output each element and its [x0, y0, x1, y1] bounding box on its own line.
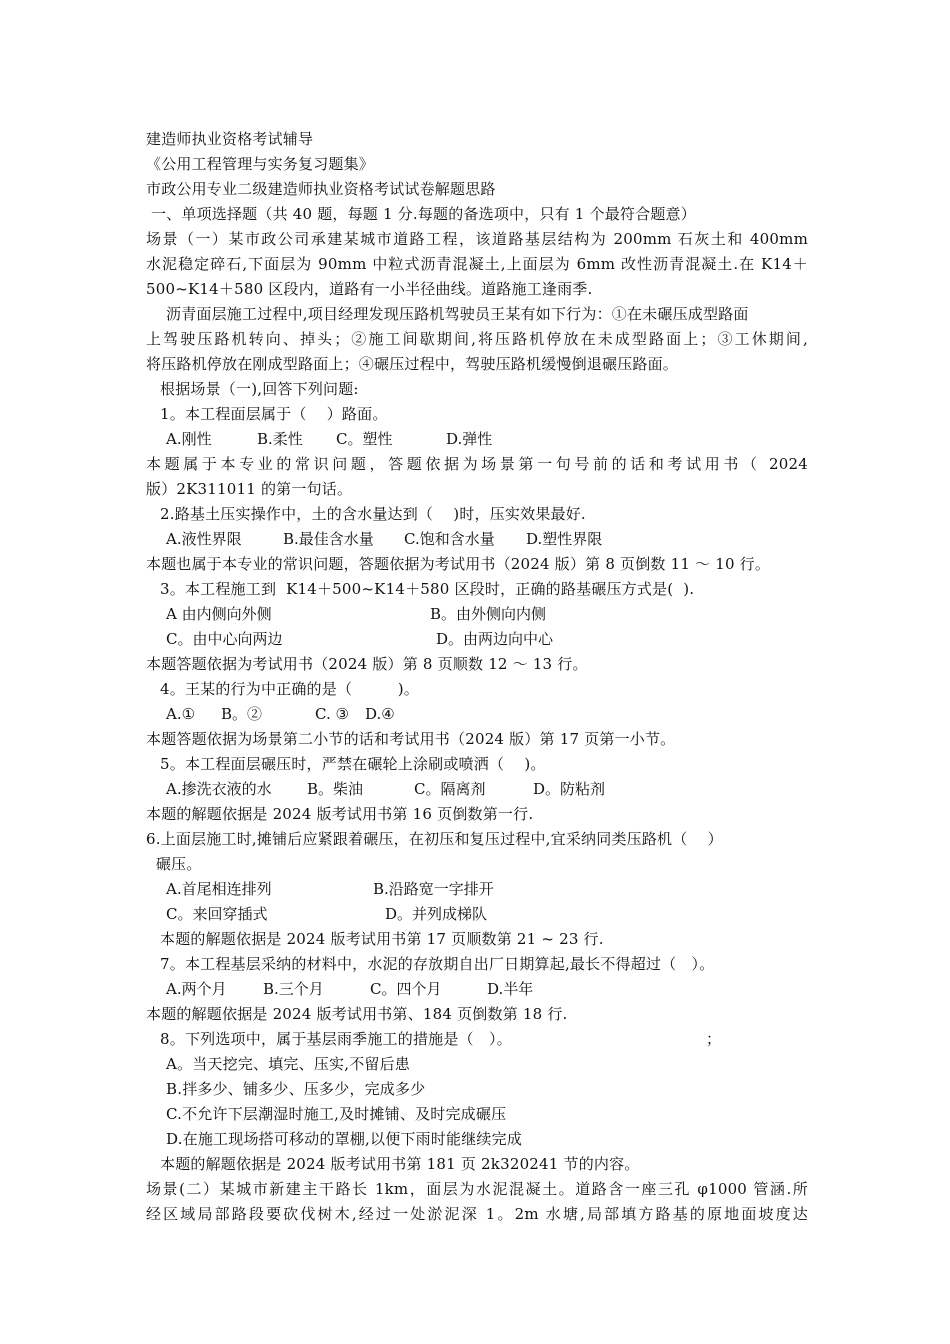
- option: B.拌多少、铺多少、压多少，完成多少: [166, 1080, 426, 1098]
- option: D.弹性: [446, 430, 493, 448]
- option: A.两个月: [166, 980, 227, 998]
- answer-note: 本题也属于本专业的常识问题，答题依据为考试用书（2024 版）第 8 页倒数 11 ～ 10 行。: [146, 555, 771, 573]
- scene2-para: 场景(二）某城市新建主干路长 1km，面层为水泥混凝土。道路含一座三孔 φ1000 管涵.所: [146, 1180, 808, 1198]
- answer-note: 本题答题依据为考试用书（2024 版）第 8 页顺数 12 ～ 13 行。: [146, 655, 588, 673]
- option: B.沿路宽一字排开: [373, 880, 494, 898]
- doc-subtitle: 市政公用专业二级建造师执业资格考试试卷解题思路: [146, 180, 496, 198]
- option: C. ③: [315, 705, 349, 723]
- option: B.最佳含水量: [283, 530, 374, 548]
- section-heading: 一、单项选择题（共 40 题，每题 1 分.每题的备选项中，只有 1 个最符合题意）: [146, 205, 696, 223]
- option: A.刚性: [166, 430, 212, 448]
- option: C。隔离剂: [414, 780, 486, 798]
- question-stem: 1。本工程面层属于（ ）路面。: [160, 405, 388, 423]
- option: D。并列成梯队: [385, 905, 488, 923]
- question-stem: 5。本工程面层碾压时，严禁在碾轮上涂刷或喷洒（ )。: [160, 755, 546, 773]
- option: A.液性界限: [166, 530, 242, 548]
- option: A 由内侧向外侧: [166, 605, 272, 623]
- option: B.柔性: [257, 430, 303, 448]
- option: D.在施工现场搭可移动的罩棚,以便下雨时能继续完成: [166, 1130, 523, 1148]
- option: C。塑性: [336, 430, 393, 448]
- question-stem: 6.上面层施工时,摊铺后应紧跟着碾压，在初压和复压过程中,宜采纳同类压路机（ ）: [146, 830, 723, 848]
- answer-note: 本题的解题依据是 2024 版考试用书第 181 页 2k320241 节的内容。: [160, 1155, 640, 1173]
- option: C。来回穿插式: [166, 905, 268, 923]
- answer-note: 本题答题依据为场景第二小节的话和考试用书（2024 版）第 17 页第一小节。: [146, 730, 676, 748]
- scene1-para: 场景（一）某市政公司承建某城市道路工程，该道路基层结构为 200mm 石灰土和 400mm: [146, 230, 808, 248]
- question-stem: 4。王某的行为中正确的是（ )。: [160, 680, 419, 698]
- book-title: 《公用工程管理与实务复习题集》: [146, 155, 375, 173]
- question-stem: 8。下列选项中，属于基层雨季施工的措施是（ ）。: [160, 1030, 512, 1048]
- option: D。由两边向中心: [436, 630, 554, 648]
- header-line: 建造师执业资格考试辅导: [146, 130, 314, 148]
- answer-note: 本题的解题依据是 2024 版考试用书第 17 页顺数第 21 ~ 23 行.: [160, 930, 604, 948]
- answer-note: 版）2K311011 的第一句话。: [146, 480, 353, 498]
- scene1-para: 上驾驶压路机转向、掉头；②施工间歇期间,将压路机停放在未成型路面上；③工休期间,: [146, 330, 808, 348]
- scene1-para: 沥青面层施工过程中,项目经理发现压路机驾驶员王某有如下行为：①在未碾压成型路面: [166, 305, 749, 323]
- option: A.掺洗衣液的水: [166, 780, 272, 798]
- option: A。当天挖完、填完、压实,不留后患: [166, 1055, 411, 1073]
- option: D.塑性界限: [526, 530, 603, 548]
- answer-note: 本题的解题依据是 2024 版考试用书第 16 页倒数第一行.: [146, 805, 534, 823]
- stray-mark: ；: [706, 1030, 722, 1048]
- option: B.三个月: [263, 980, 324, 998]
- option: D.半年: [487, 980, 534, 998]
- option: C。四个月: [370, 980, 442, 998]
- scene1-para: 水泥稳定碎石,下面层为 90mm 中粒式沥青混凝土,上面层为 6mm 改性沥青混凝土.在 K14＋: [146, 255, 808, 273]
- option: B。②: [221, 705, 263, 723]
- question-stem: 2.路基土压实操作中，土的含水量达到（ )时，压实效果最好.: [160, 505, 586, 523]
- option: A.首尾相连排列: [166, 880, 272, 898]
- answer-note: 本题的解题依据是 2024 版考试用书第、184 页倒数第 18 行.: [146, 1005, 568, 1023]
- option: B。柴油: [307, 780, 364, 798]
- scene1-para: 500~K14＋580 区段内，道路有一小半径曲线。道路施工逢雨季.: [146, 280, 593, 298]
- option: C.不允许下层潮湿时施工,及时摊铺、及时完成碾压: [166, 1105, 507, 1123]
- question-stem: 碾压。: [146, 855, 202, 873]
- option: A.①: [166, 705, 196, 723]
- option: B。由外侧向内侧: [430, 605, 547, 623]
- option: D。防粘剂: [533, 780, 606, 798]
- scene1-instruction: 根据场景（一),回答下列问题:: [160, 380, 359, 398]
- answer-note: 本题属于本专业的常识问题，答题依据为场景第一句号前的话和考试用书（ 2024: [146, 455, 808, 473]
- option: C.饱和含水量: [404, 530, 495, 548]
- option: C。由中心向两边: [166, 630, 283, 648]
- option: D.④: [365, 705, 395, 723]
- question-stem: 7。本工程基层采纳的材料中，水泥的存放期自出厂日期算起,最长不得超过（ ）。: [160, 955, 715, 973]
- scene1-para: 将压路机停放在刚成型路面上；④碾压过程中，驾驶压路机缓慢倒退碾压路面。: [146, 355, 679, 373]
- scene2-para: 经区域局部路段要砍伐树木,经过一处淤泥深 1。2m 水塘,局部填方路基的原地面坡度达: [146, 1205, 808, 1223]
- question-stem: 3。本工程施工到 K14＋500~K14＋580 区段时，正确的路基碾压方式是( ).: [160, 580, 695, 598]
